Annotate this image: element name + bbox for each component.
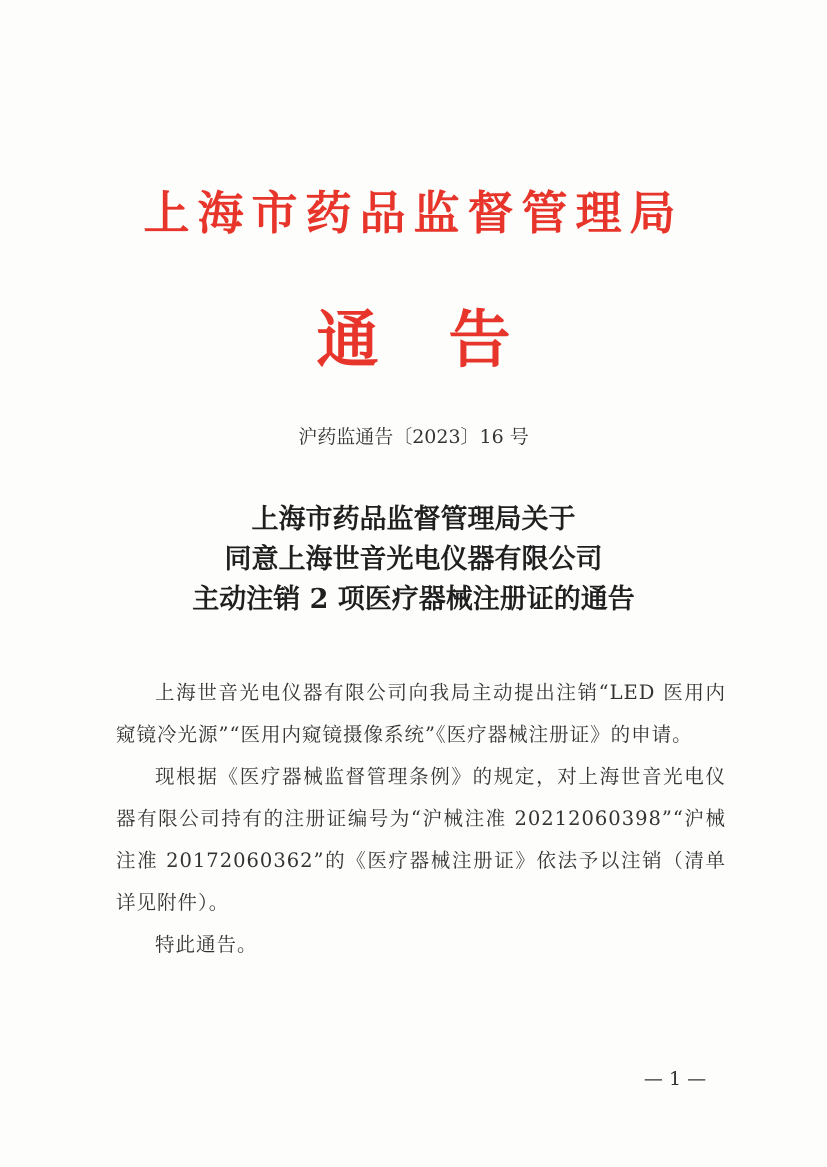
document-type-heading: 通告 (316, 303, 581, 376)
notice-body (116, 672, 726, 966)
document-number: 沪药监通告〔2023〕16 号 (298, 426, 529, 448)
page-number: — 1 — (643, 1068, 707, 1090)
issuer-heading: 上海市药品监督管理局 (143, 186, 684, 240)
body-paragraph: 上海世音光电仪器有限公司向我局主动提出注销“LED 医用内窥镜冷光源”“医用内窥镜摄像系统”《医疗器械注册证》的申请。 (116, 681, 726, 746)
notice-title (0, 500, 827, 620)
notice-title-line: 上海市药品监督管理局关于 (251, 504, 576, 535)
notice-title-line: 同意上海世音光电仪器有限公司 (224, 544, 603, 575)
body-paragraph: 特此通告。 (155, 933, 258, 956)
body-paragraph: 现根据《医疗器械监督管理条例》的规定，对上海世音光电仪器有限公司持有的注册证编号为“沪械注准 20212060398”“沪械注准 20172060362”的《医疗器械注册证》依法予以注销（清单详见附件）。 (116, 765, 726, 914)
notice-title-line: 主动注销 2 项医疗器械注册证的通告 (192, 584, 635, 615)
